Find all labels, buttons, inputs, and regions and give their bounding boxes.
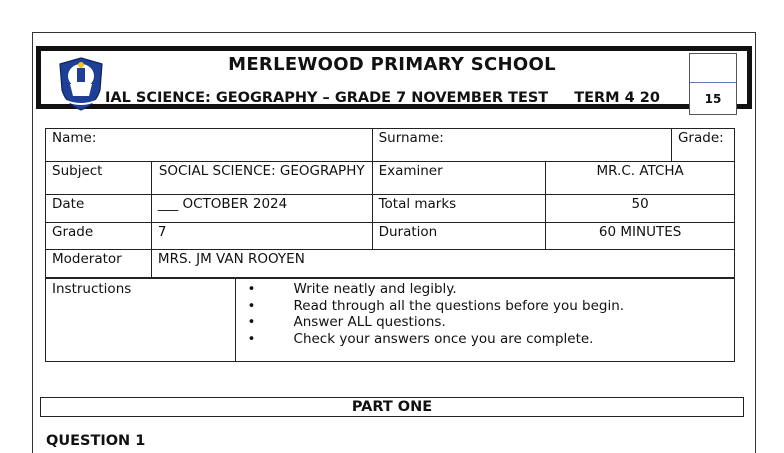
subject-value: SOCIAL SCIENCE: GEOGRAPHY: [151, 162, 372, 195]
list-item: [242, 298, 728, 315]
moderator-label: Moderator: [46, 250, 152, 278]
name-field[interactable]: Name:: [46, 129, 373, 162]
surname-field[interactable]: Surname:: [372, 129, 671, 162]
subject-label: Subject: [46, 162, 152, 195]
school-name: MERLEWOOD PRIMARY SCHOOL: [228, 54, 556, 75]
term-line: TERM 4 20: [574, 90, 660, 106]
score-box-divider: [690, 82, 736, 83]
instruction-text: Answer ALL questions.: [293, 314, 446, 330]
duration-label: Duration: [372, 223, 546, 250]
examiner-value: MR.C. ATCHA: [546, 162, 735, 195]
moderator-value: MRS. JM VAN ROOYEN: [151, 250, 734, 278]
list-item: [242, 331, 728, 348]
instruction-text: Check your answers once you are complete.: [293, 330, 594, 347]
table-row: [46, 129, 735, 162]
info-table: [45, 128, 735, 278]
instructions-list-cell: [235, 279, 734, 362]
list-item: [242, 281, 728, 298]
date-label: Date: [46, 195, 152, 223]
score-box: [689, 53, 737, 115]
table-row: [46, 223, 735, 250]
test-subtitle: [105, 90, 705, 106]
table-row: [46, 162, 735, 195]
date-value: ___ OCTOBER 2024: [151, 195, 372, 223]
duration-value: 60 MINUTES: [546, 223, 735, 250]
total-marks-label: Total marks: [372, 195, 546, 223]
instructions-table: [45, 278, 735, 362]
grade-field[interactable]: Grade:: [671, 129, 734, 162]
question-heading: QUESTION 1: [46, 433, 146, 449]
examiner-label: Examiner: [372, 162, 546, 195]
bullet-icon: •: [247, 314, 256, 330]
score-value: 15: [704, 92, 722, 106]
instruction-text: Read through all the questions before you begin.: [293, 297, 625, 314]
total-marks-value: 50: [546, 195, 735, 223]
instructions-list: [242, 281, 728, 347]
bullet-icon: •: [247, 297, 256, 314]
table-row: [46, 279, 735, 362]
table-row: [46, 195, 735, 223]
instructions-label: Instructions: [46, 279, 236, 362]
subject-line: IAL SCIENCE: GEOGRAPHY – GRADE 7 NOVEMBER TEST: [105, 90, 549, 106]
table-row: [46, 250, 735, 278]
grade-row-label: Grade: [46, 223, 152, 250]
bullet-icon: •: [247, 330, 256, 347]
list-item: [242, 314, 728, 331]
bullet-icon: •: [247, 281, 256, 297]
instruction-text: Write neatly and legibly.: [293, 281, 457, 297]
part-heading: PART ONE: [40, 397, 744, 417]
grade-row-value: 7: [151, 223, 372, 250]
